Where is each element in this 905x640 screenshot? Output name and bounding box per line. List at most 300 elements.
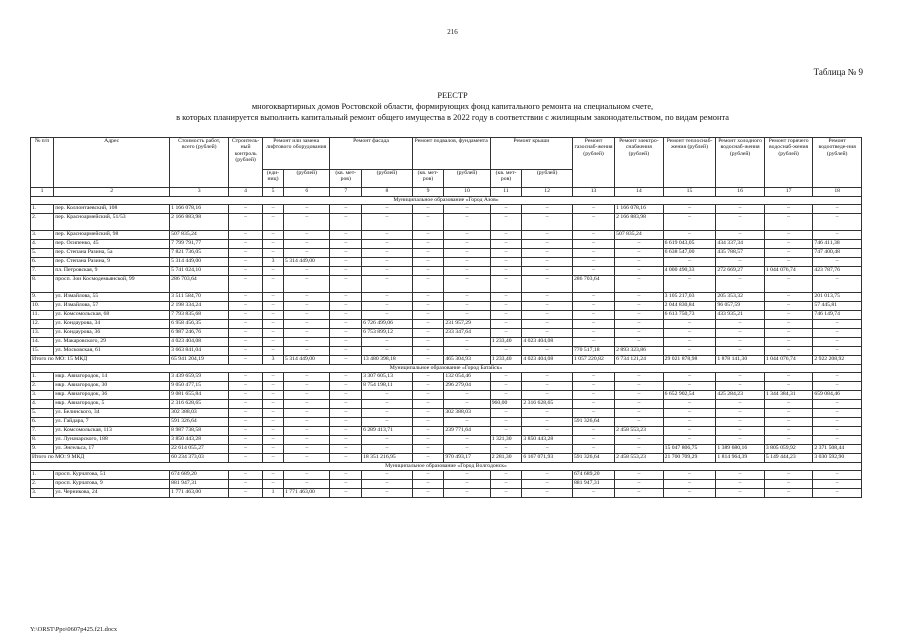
value-cell: – [813, 214, 862, 231]
value-cell: – [522, 276, 573, 293]
table-row [31, 258, 862, 267]
value-cell: – [615, 258, 664, 267]
value-cell: 6 726 499,06 [362, 320, 413, 329]
column-number: 5 [262, 188, 283, 197]
value-cell: 3 105 217,03 [663, 293, 716, 302]
value-cell: – [572, 214, 614, 231]
value-cell: – [229, 320, 263, 329]
value-cell: – [663, 276, 716, 293]
total-value: 2 281,30 [490, 454, 522, 463]
value-cell: – [262, 293, 283, 302]
value-cell: – [764, 489, 813, 498]
value-cell: – [330, 391, 362, 400]
column-number: 6 [284, 188, 330, 197]
total-value: – [330, 454, 362, 463]
value-cell: – [444, 267, 490, 276]
value-cell: – [716, 489, 765, 498]
total-value: 1 878 141,30 [716, 356, 765, 365]
value-cell: – [615, 489, 664, 498]
value-cell: – [716, 427, 765, 436]
column-number: 7 [330, 188, 362, 197]
address-cell: пер. Красноармейский, 51/53 [54, 214, 170, 231]
table-row [31, 409, 862, 418]
value-cell: – [572, 373, 614, 382]
value-cell: 746 149,74 [813, 311, 862, 320]
header-facade: Ремонт фасада [330, 138, 412, 170]
value-cell: – [716, 231, 765, 240]
table-row [31, 373, 862, 382]
value-cell: 1 771 463,00 [170, 489, 229, 498]
value-cell: – [764, 214, 813, 231]
value-cell: – [412, 214, 444, 231]
total-value: 4 023 404,08 [522, 356, 573, 365]
value-cell: – [412, 391, 444, 400]
value-cell: – [444, 258, 490, 267]
address-cell: ул. Черникова, 24 [54, 489, 170, 498]
value-cell: – [330, 489, 362, 498]
address-cell: ул. Кондаурова, 34 [54, 320, 170, 329]
column-number: 16 [716, 188, 765, 197]
value-cell: 1 321,30 [490, 436, 522, 445]
value-cell: – [284, 240, 330, 249]
value-cell: – [229, 214, 263, 231]
value-cell: – [262, 302, 283, 311]
row-number: 1. [31, 373, 54, 382]
row-number: 10. [31, 302, 54, 311]
value-cell: 591 326,64 [170, 418, 229, 427]
value-cell: – [330, 347, 362, 356]
value-cell: – [330, 436, 362, 445]
value-cell: – [229, 391, 263, 400]
value-cell: – [229, 302, 263, 311]
value-cell: – [284, 311, 330, 320]
value-cell: – [284, 471, 330, 480]
value-cell: – [412, 400, 444, 409]
value-cell: – [764, 205, 813, 214]
section-title: Муниципальное образование «Город Азов» [31, 197, 862, 205]
table-row [31, 347, 862, 356]
value-cell: 1 344 384,31 [764, 391, 813, 400]
value-cell: – [229, 249, 263, 258]
value-cell: – [813, 480, 862, 489]
value-cell: – [330, 258, 362, 267]
value-cell: 3 850 443,28 [522, 436, 573, 445]
value-cell: – [813, 205, 862, 214]
value-cell: – [284, 436, 330, 445]
value-cell: – [813, 338, 862, 347]
value-cell: 8 987 738,58 [170, 427, 229, 436]
value-cell: – [444, 418, 490, 427]
total-value: 970 493,17 [444, 454, 490, 463]
total-value: 13 480 398,18 [362, 356, 413, 365]
header-roof: Ремонт крыши [490, 138, 572, 170]
value-cell: 286 703,64 [170, 276, 229, 293]
value-cell: – [764, 409, 813, 418]
value-cell: – [764, 249, 813, 258]
value-cell: – [229, 205, 263, 214]
header-basement: Ремонт подвалов, фундамента [412, 138, 490, 170]
value-cell: – [444, 471, 490, 480]
page-number: 216 [447, 28, 458, 36]
value-cell: – [412, 258, 444, 267]
value-cell: – [412, 311, 444, 320]
column-number: 2 [54, 188, 170, 197]
value-cell: – [615, 293, 664, 302]
value-cell: 5 314 449,00 [170, 258, 229, 267]
value-cell: – [615, 391, 664, 400]
value-cell: – [522, 409, 573, 418]
value-cell: 2 316 628,65 [522, 400, 573, 409]
address-cell: мкр. Авиагородок, 5 [54, 400, 170, 409]
value-cell: 6 652 902,54 [663, 391, 716, 400]
total-label: Итого по МО: 9 МКД [31, 454, 170, 463]
value-cell: – [522, 489, 573, 498]
value-cell: – [412, 205, 444, 214]
value-cell: 6 613 750,73 [663, 311, 716, 320]
value-cell: – [716, 214, 765, 231]
value-cell: – [229, 436, 263, 445]
value-cell: – [362, 445, 413, 454]
header-power: Ремонт электро-снабжения (рублей) [615, 138, 664, 188]
value-cell: – [663, 471, 716, 480]
value-cell: – [764, 382, 813, 391]
address-cell: мкр. Авиагородок, 30 [54, 382, 170, 391]
address-cell: пер. Коллонтаевский, 108 [54, 205, 170, 214]
value-cell: 3 663 841,04 [170, 347, 229, 356]
value-cell: – [813, 276, 862, 293]
value-cell: – [663, 338, 716, 347]
value-cell: – [716, 329, 765, 338]
address-cell: пер. Степана Разина, 9 [54, 258, 170, 267]
value-cell: – [229, 338, 263, 347]
value-cell: 2 198 334,24 [170, 302, 229, 311]
header-address: Адрес [54, 138, 170, 188]
total-value: 5 314 449,00 [284, 356, 330, 365]
total-value: – [284, 454, 330, 463]
row-number: 14. [31, 338, 54, 347]
value-cell: – [229, 400, 263, 409]
value-cell: – [412, 418, 444, 427]
address-cell: мкр. Авиагородок, 36 [54, 391, 170, 400]
value-cell: 747 400,48 [813, 249, 862, 258]
value-cell: – [412, 338, 444, 347]
value-cell: – [716, 382, 765, 391]
table-row [31, 418, 862, 427]
value-cell: – [330, 382, 362, 391]
value-cell: – [663, 258, 716, 267]
value-cell: – [716, 347, 765, 356]
value-cell: – [330, 427, 362, 436]
value-cell: – [412, 329, 444, 338]
row-number: 8. [31, 436, 54, 445]
value-cell: – [663, 320, 716, 329]
value-cell: – [522, 293, 573, 302]
value-cell: 296 279,04 [444, 382, 490, 391]
value-cell: – [615, 382, 664, 391]
value-cell: – [284, 382, 330, 391]
row-number: 4. [31, 240, 54, 249]
title-line-3: в которых планируется выполнить капитальный ремонт общего имущества в 2022 году в соответствии с жилищным законодательством, по видам ремонта [176, 113, 729, 122]
value-cell: 1 389 680,16 [716, 445, 765, 454]
value-cell: – [284, 445, 330, 454]
value-cell: – [444, 347, 490, 356]
value-cell: – [813, 231, 862, 240]
value-cell: – [615, 471, 664, 480]
value-cell: – [572, 409, 614, 418]
value-cell: – [663, 373, 716, 382]
total-value: 1 233,40 [490, 356, 522, 365]
value-cell: – [663, 418, 716, 427]
value-cell: – [764, 400, 813, 409]
value-cell: – [229, 258, 263, 267]
value-cell: – [615, 409, 664, 418]
table-row [31, 329, 862, 338]
value-cell: – [764, 347, 813, 356]
value-cell: – [615, 338, 664, 347]
value-cell: 2 044 830,84 [663, 302, 716, 311]
value-cell: – [522, 214, 573, 231]
value-cell: – [262, 329, 283, 338]
row-number: 1. [31, 205, 54, 214]
value-cell: – [330, 249, 362, 258]
value-cell: – [615, 267, 664, 276]
value-cell: – [572, 338, 614, 347]
value-cell: – [362, 409, 413, 418]
value-cell: – [444, 276, 490, 293]
value-cell: 2 166 883,98 [170, 214, 229, 231]
value-cell: – [490, 382, 522, 391]
value-cell: 6 753 899,12 [362, 329, 413, 338]
address-cell: просп. Курчатова, 9 [54, 480, 170, 489]
row-number: 4. [31, 400, 54, 409]
value-cell: – [330, 240, 362, 249]
value-cell: – [412, 489, 444, 498]
total-value: 1 814 964,39 [716, 454, 765, 463]
value-cell: – [663, 480, 716, 489]
table-row [31, 231, 862, 240]
address-cell: ул. Энгельса, 17 [54, 445, 170, 454]
value-cell: – [764, 338, 813, 347]
value-cell: – [412, 276, 444, 293]
table-row [31, 480, 862, 489]
value-cell: – [764, 471, 813, 480]
value-cell: – [522, 240, 573, 249]
value-cell: – [490, 373, 522, 382]
value-cell: – [412, 373, 444, 382]
value-cell: – [229, 240, 263, 249]
value-cell: – [490, 276, 522, 293]
value-cell: 881 947,31 [170, 480, 229, 489]
value-cell: – [262, 373, 283, 382]
address-cell: ул. Измайлова, 55 [54, 293, 170, 302]
value-cell: – [330, 373, 362, 382]
value-cell: – [330, 338, 362, 347]
value-cell: – [229, 276, 263, 293]
column-number: 17 [764, 188, 813, 197]
value-cell: – [262, 391, 283, 400]
value-cell: 435 788,57 [716, 249, 765, 258]
value-cell: – [330, 214, 362, 231]
value-cell: – [615, 480, 664, 489]
value-cell: – [284, 391, 330, 400]
row-number: 6. [31, 258, 54, 267]
value-cell: – [663, 347, 716, 356]
table-row [31, 427, 862, 436]
value-cell: – [490, 293, 522, 302]
total-value: 21 700 709,29 [663, 454, 716, 463]
total-row [31, 454, 862, 463]
value-cell: – [284, 205, 330, 214]
value-cell: 1 166 078,16 [615, 205, 664, 214]
value-cell: – [229, 471, 263, 480]
value-cell: – [663, 231, 716, 240]
value-cell: – [490, 409, 522, 418]
value-cell: – [229, 427, 263, 436]
total-value: 18 351 216,95 [362, 454, 413, 463]
section-row [31, 197, 862, 205]
value-cell: – [284, 276, 330, 293]
value-cell: 302 388,03 [170, 409, 229, 418]
value-cell: – [615, 249, 664, 258]
value-cell: – [284, 231, 330, 240]
address-cell: ул. Луначарского, 188 [54, 436, 170, 445]
value-cell: – [663, 489, 716, 498]
value-cell: – [262, 320, 283, 329]
value-cell: – [764, 240, 813, 249]
value-cell: – [284, 338, 330, 347]
value-cell: – [362, 249, 413, 258]
value-cell: – [490, 311, 522, 320]
value-cell: – [522, 311, 573, 320]
value-cell: – [813, 320, 862, 329]
value-cell: 3 307 605,13 [362, 373, 413, 382]
value-cell: – [444, 400, 490, 409]
value-cell: – [284, 409, 330, 418]
value-cell: – [362, 214, 413, 231]
value-cell: – [229, 293, 263, 302]
value-cell: – [490, 418, 522, 427]
total-value: 2 458 553,23 [615, 454, 664, 463]
address-cell: ул. Гайдара, 7 [54, 418, 170, 427]
column-number: 12 [522, 188, 573, 197]
value-cell: – [444, 231, 490, 240]
total-value: 3 030 592,90 [813, 454, 862, 463]
value-cell: – [229, 329, 263, 338]
value-cell: – [572, 249, 614, 258]
value-cell: 1 771 463,00 [284, 489, 330, 498]
value-cell: – [716, 409, 765, 418]
value-cell: – [522, 205, 573, 214]
value-cell: – [813, 489, 862, 498]
value-cell: – [229, 373, 263, 382]
value-cell: 6 958 456,35 [170, 320, 229, 329]
total-value: 6 734 121,24 [615, 356, 664, 365]
row-number: 2. [31, 480, 54, 489]
value-cell: – [412, 480, 444, 489]
value-cell: 201 013,75 [813, 293, 862, 302]
value-cell: – [444, 480, 490, 489]
address-cell: пер. Красноармейский, 98 [54, 231, 170, 240]
value-cell: – [490, 347, 522, 356]
value-cell: – [572, 258, 614, 267]
value-cell: – [262, 409, 283, 418]
total-label: Итого по МО: 15 МКД [31, 356, 170, 365]
value-cell: – [412, 427, 444, 436]
value-cell: – [764, 329, 813, 338]
value-cell: – [572, 267, 614, 276]
value-cell: – [663, 329, 716, 338]
header-basement-rub: (рублей) [444, 170, 490, 188]
value-cell: 881 947,31 [572, 480, 614, 489]
value-cell: – [362, 205, 413, 214]
value-cell: 591 326,64 [572, 418, 614, 427]
value-cell: – [716, 471, 765, 480]
value-cell: – [229, 418, 263, 427]
table-row [31, 205, 862, 214]
value-cell: – [813, 258, 862, 267]
value-cell: – [412, 436, 444, 445]
value-cell: – [663, 205, 716, 214]
value-cell: – [764, 436, 813, 445]
value-cell: – [229, 489, 263, 498]
value-cell: – [522, 382, 573, 391]
value-cell: – [262, 267, 283, 276]
value-cell: 1 166 078,16 [170, 205, 229, 214]
value-cell: 507 835,24 [170, 231, 229, 240]
value-cell: – [262, 276, 283, 293]
value-cell: 7 793 835,68 [170, 311, 229, 320]
table-row [31, 400, 862, 409]
value-cell: 770 517,18 [572, 347, 614, 356]
value-cell: – [490, 427, 522, 436]
value-cell: – [764, 480, 813, 489]
value-cell: – [490, 249, 522, 258]
address-cell: ул. Комсомольская, 113 [54, 427, 170, 436]
value-cell: – [522, 347, 573, 356]
header-hot: Ремонт горячего водоснаб-жения (рублей) [764, 138, 813, 188]
value-cell: 132 054,46 [444, 373, 490, 382]
value-cell: – [764, 427, 813, 436]
column-number: 9 [412, 188, 444, 197]
total-value: – [229, 356, 263, 365]
value-cell: – [229, 311, 263, 320]
total-value: 1 057 220,82 [572, 356, 614, 365]
value-cell: – [522, 329, 573, 338]
table-row [31, 471, 862, 480]
total-value: 465 304,93 [444, 356, 490, 365]
header-num: № п/п [31, 138, 54, 188]
table-row [31, 436, 862, 445]
value-cell: 6 289 413,71 [362, 427, 413, 436]
value-cell: 9 050 477,15 [170, 382, 229, 391]
value-cell: – [813, 329, 862, 338]
value-cell: – [615, 436, 664, 445]
value-cell: – [362, 240, 413, 249]
table-row [31, 320, 862, 329]
table-row [31, 382, 862, 391]
value-cell: – [490, 302, 522, 311]
table-row [31, 267, 862, 276]
value-cell: – [330, 320, 362, 329]
address-cell: просп. Зои Космодемьянской, 99 [54, 276, 170, 293]
value-cell: – [362, 267, 413, 276]
value-cell: – [663, 400, 716, 409]
value-cell: – [490, 258, 522, 267]
value-cell: 15 047 806,75 [663, 445, 716, 454]
table-row [31, 489, 862, 498]
value-cell: – [284, 427, 330, 436]
value-cell: – [444, 214, 490, 231]
